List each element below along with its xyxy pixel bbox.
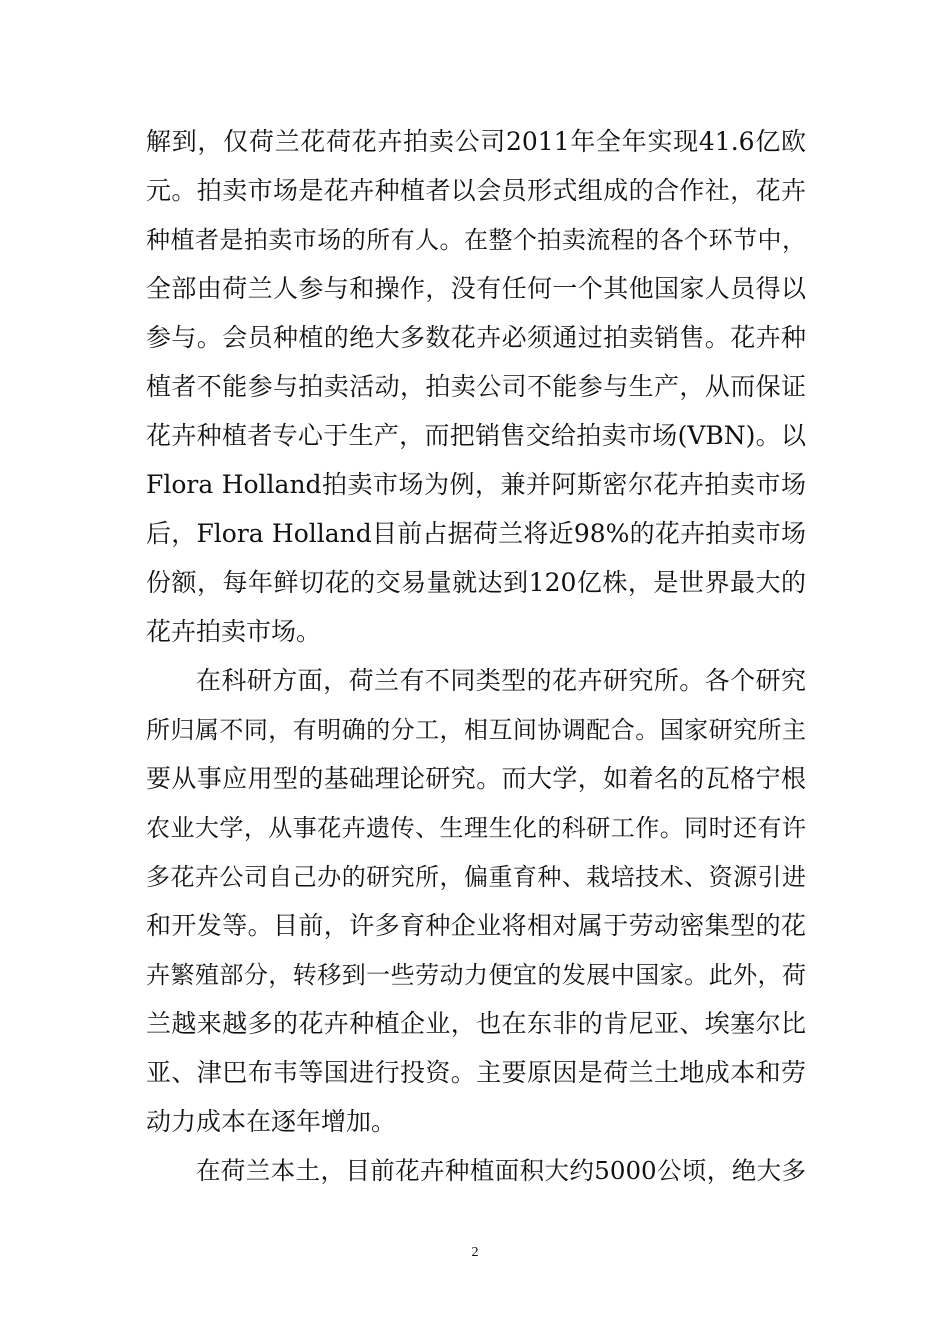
text-line: 份额，每年鲜切花的交易量就达到120亿株，是世界最大的 <box>146 568 806 597</box>
text-line: 和开发等。目前，许多育种企业将相对属于劳动密集型的花 <box>146 911 806 940</box>
text-line: 多花卉公司自己办的研究所，偏重育种、栽培技术、资源引进 <box>146 863 806 891</box>
text-line: 全部由荷兰人参与和操作，没有任何一个其他国家人员得以 <box>146 274 806 303</box>
text-line: 参与。会员种植的绝大多数花卉必须通过拍卖销售。花卉种 <box>146 323 806 352</box>
text-line: 在荷兰本土，目前花卉种植面积大约5000公顷，绝大多 <box>196 1156 806 1185</box>
text-line: 要从事应用型的基础理论研究。而大学，如着名的瓦格宁根 <box>146 764 806 793</box>
text-line: 亚、津巴布韦等国进行投资。主要原因是荷兰土地成本和劳 <box>146 1058 806 1087</box>
text-line: 种植者是拍卖市场的所有人。在整个拍卖流程的各个环节中， <box>146 226 806 254</box>
page-number: 2 <box>471 1245 479 1260</box>
text-line: 后，Flora Holland目前占据荷兰将近98%的花卉拍卖市场 <box>146 519 806 548</box>
text-line: 所归属不同，有明确的分工，相互间协调配合。国家研究所主 <box>146 716 806 744</box>
text-line: 植者不能参与拍卖活动，拍卖公司不能参与生产，从而保证 <box>146 372 806 401</box>
text-line: 农业大学，从事花卉遗传、生理生化的科研工作。同时还有许 <box>146 814 806 842</box>
text-line: 花卉拍卖市场。 <box>146 617 322 646</box>
text-line: 卉繁殖部分，转移到一些劳动力便宜的发展中国家。此外，荷 <box>146 961 806 989</box>
text-line: 动力成本在逐年增加。 <box>146 1107 397 1136</box>
text-line: Flora Holland拍卖市场为例，兼并阿斯密尔花卉拍卖市场 <box>146 470 806 499</box>
text-line: 元。拍卖市场是花卉种植者以会员形式组成的合作社，花卉 <box>146 176 806 205</box>
text-line: 解到，仅荷兰花荷花卉拍卖公司2011年全年实现41.6亿欧 <box>146 127 806 156</box>
text-line: 花卉种植者专心于生产，而把销售交给拍卖市场(VBN)。以 <box>146 421 806 450</box>
text-line: 在科研方面，荷兰有不同类型的花卉研究所。各个研究 <box>196 666 806 695</box>
text-line: 兰越来越多的花卉种植企业，也在东非的肯尼亚、埃塞尔比 <box>146 1009 806 1038</box>
